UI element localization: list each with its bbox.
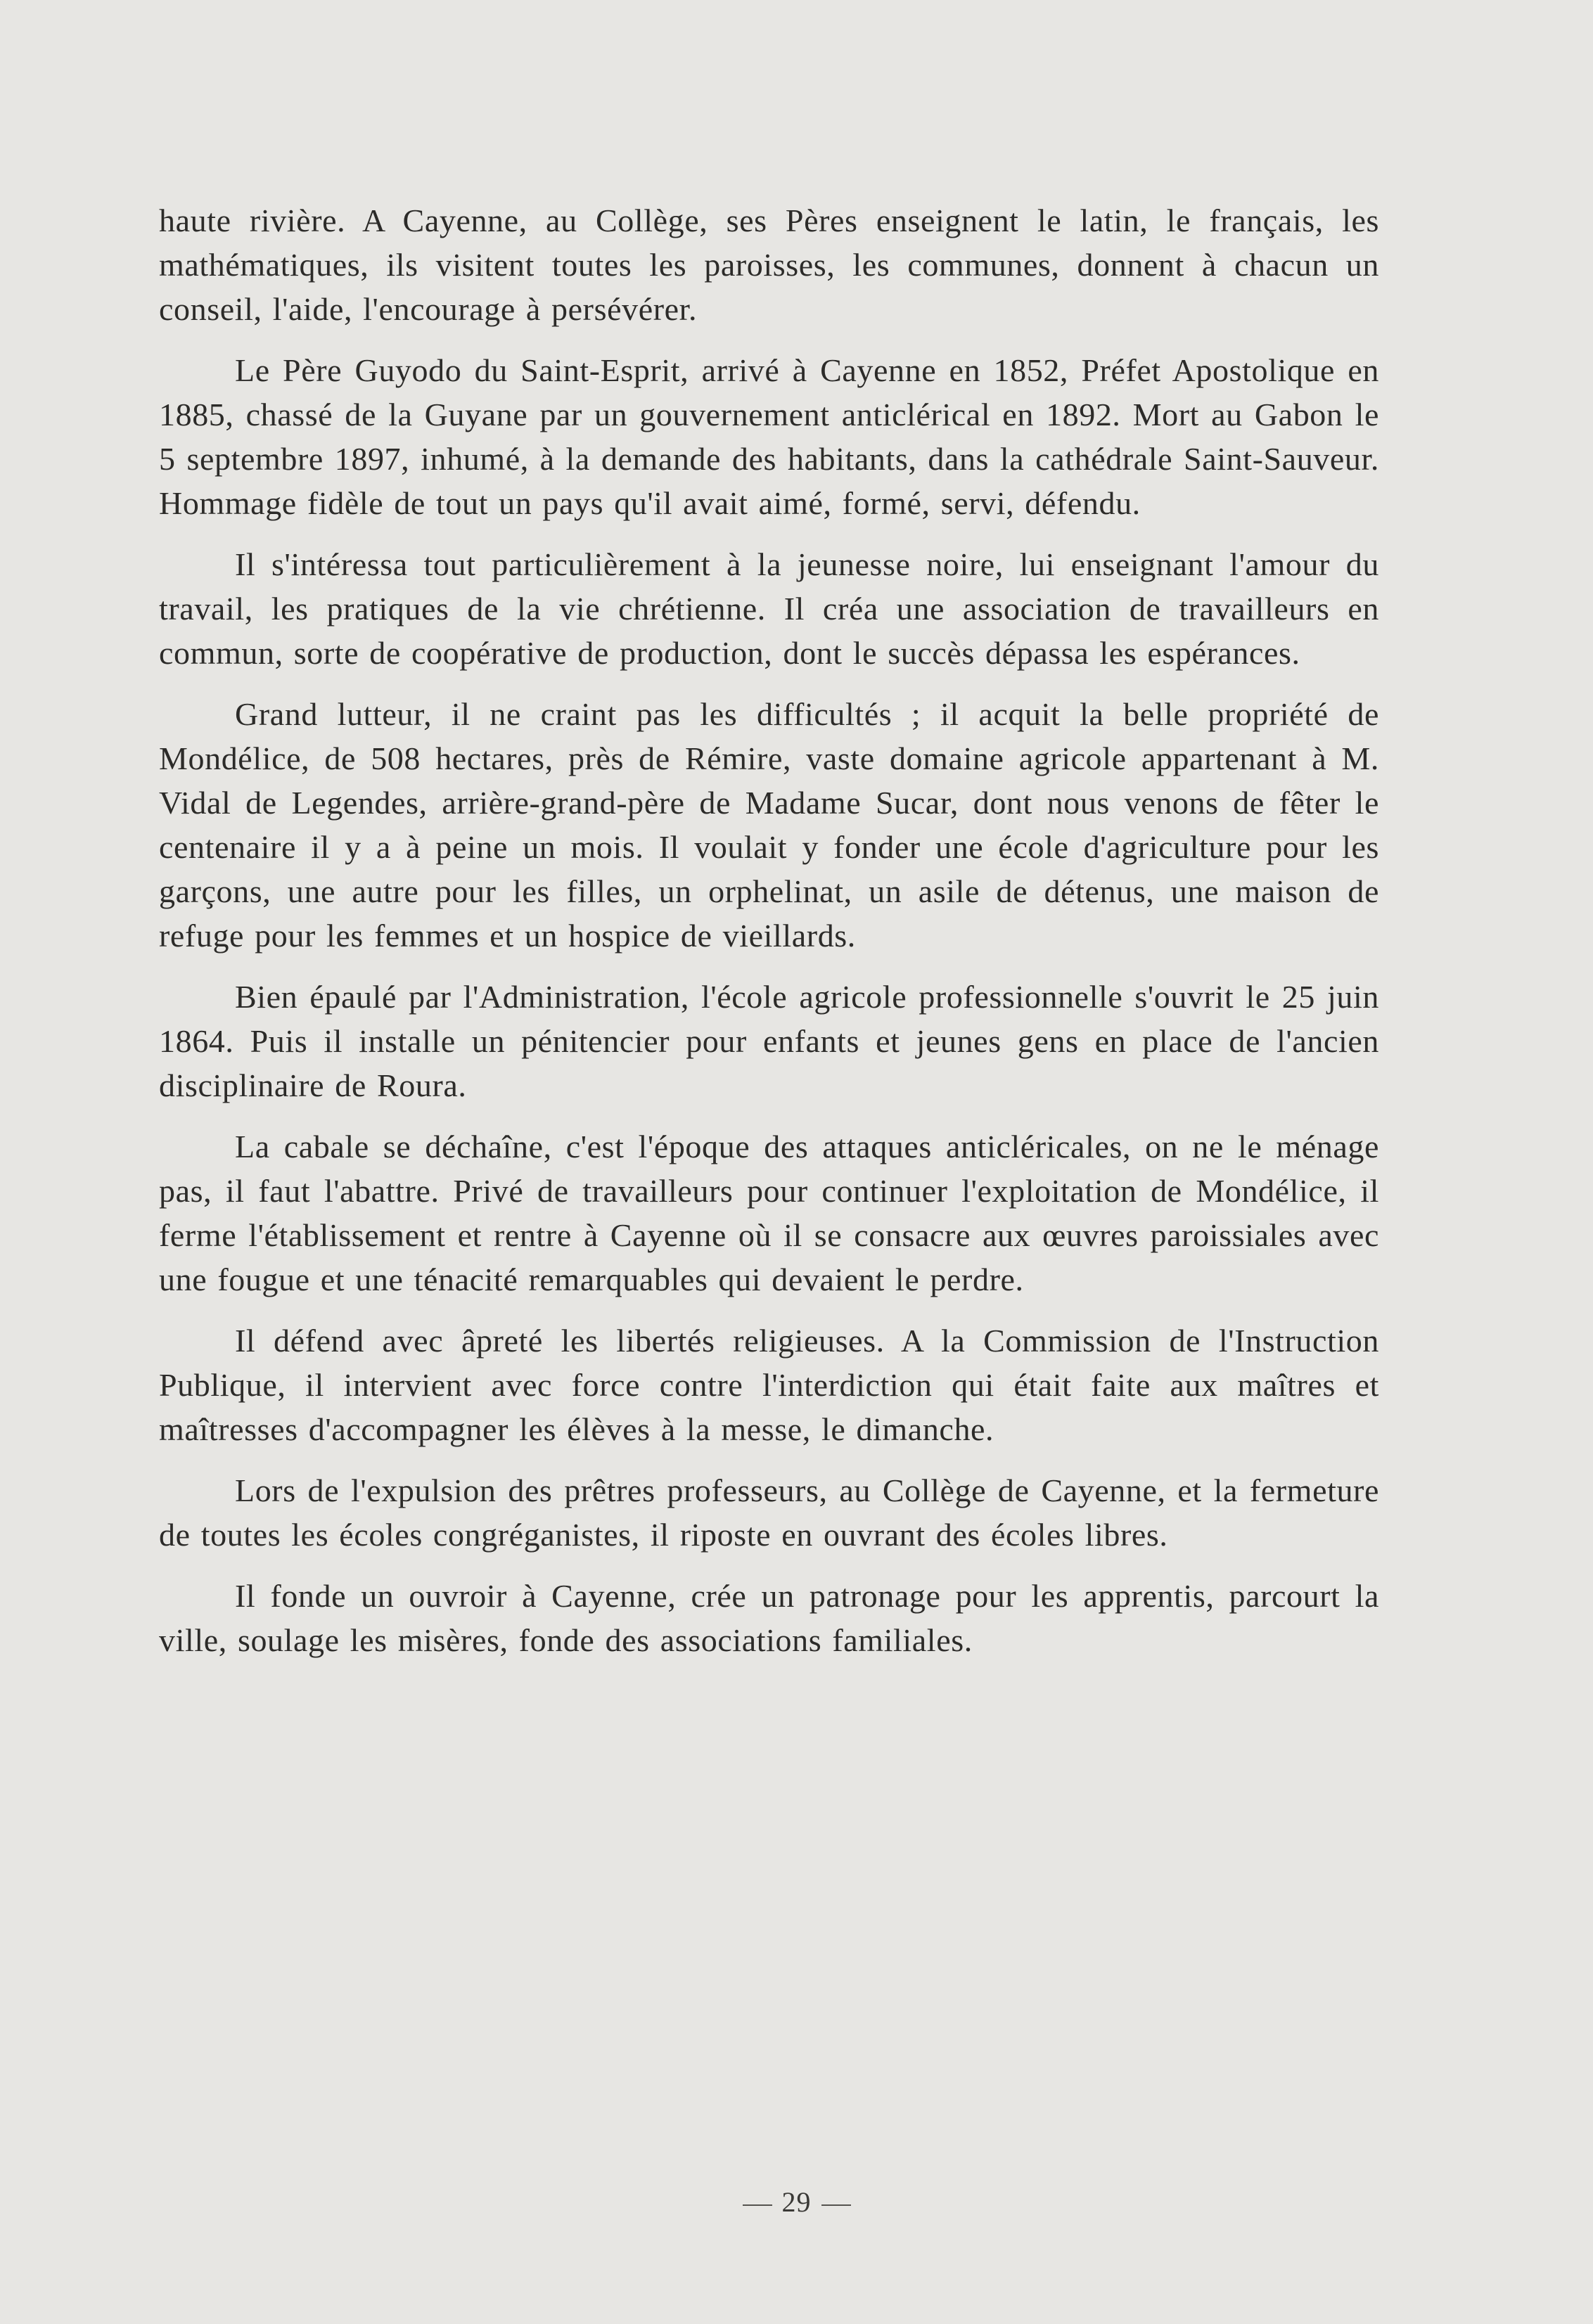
paragraph-ouvroir: Il fonde un ouvroir à Cayenne, crée un patronage pour les apprentis, parcourt la ville, soulage les misères, fonde des associations familiales. [159, 1578, 1379, 1658]
body-text [159, 198, 1379, 1679]
page-number-value: 29 [781, 2186, 812, 2218]
page-number [0, 2185, 1593, 2219]
dash-left [743, 2204, 772, 2206]
dash-right [821, 2204, 851, 2206]
paragraph-continuation: haute rivière. A Cayenne, au Collège, ses Pères enseignent le latin, le français, les mathématiques, ils visitent toutes les paroisses, les communes, donnent à chacun un conseil, l'aide, l'encourage à persévérer. [159, 203, 1379, 327]
paragraph-cabale: La cabale se déchaîne, c'est l'époque des attaques anticléricales, on ne le ménage pas, il faut l'abattre. Privé de travailleurs pour continuer l'exploitation de Mondélice, il ferme l'établissement et rentre à Cayenne où il se consacre aux œuvres paroissiales avec une fougue et une ténacité remarquables qui devaient le perdre. [159, 1129, 1379, 1297]
paragraph-mondelice: Grand lutteur, il ne craint pas les difficultés ; il acquit la belle propriété de Mondélice, de 508 hectares, près de Rémire, vaste domaine agricole appartenant à M. Vidal de Legendes, arrière-grand-père de Madame Sucar, dont nous venons de fêter le centenaire il y a à peine un mois. Il voulait y fonder une école d'agriculture pour les garçons, une autre pour les filles, un orphelinat, un asile de détenus, une maison de refuge pour les femmes et un hospice de vieillards. [159, 696, 1379, 954]
paragraph-ecole-agricole: Bien épaulé par l'Administration, l'école agricole professionnelle s'ouvrit le 25 juin 1864. Puis il installe un pénitencier pour enfants et jeunes gens en place de l'ancien disciplinaire de Roura. [159, 979, 1379, 1103]
paragraph-expulsion: Lors de l'expulsion des prêtres professeurs, au Collège de Cayenne, et la fermeture de toutes les écoles congréganistes, il riposte en ouvrant des écoles libres. [159, 1472, 1379, 1553]
paragraph-jeunesse-noire: Il s'intéressa tout particulièrement à la jeunesse noire, lui enseignant l'amour du travail, les pratiques de la vie chrétienne. Il créa une association de travailleurs en commun, sorte de coopérative de production, dont le succès dépassa les espérances. [159, 546, 1379, 671]
paragraph-pere-guyodo: Le Père Guyodo du Saint-Esprit, arrivé à Cayenne en 1852, Préfet Apostolique en 1885, chassé de la Guyane par un gouvernement anticlérical en 1892. Mort au Gabon le 5 septembre 1897, inhumé, à la demande des habitants, dans la cathédrale Saint-Sauveur. Hommage fidèle de tout un pays qu'il avait aimé, formé, servi, défendu. [159, 352, 1379, 521]
paragraph-libertes: Il défend avec âpreté les libertés religieuses. A la Commission de l'Instruction Publique, il intervient avec force contre l'interdiction qui était faite aux maîtres et maîtresses d'accompagner les élèves à la messe, le dimanche. [159, 1323, 1379, 1447]
